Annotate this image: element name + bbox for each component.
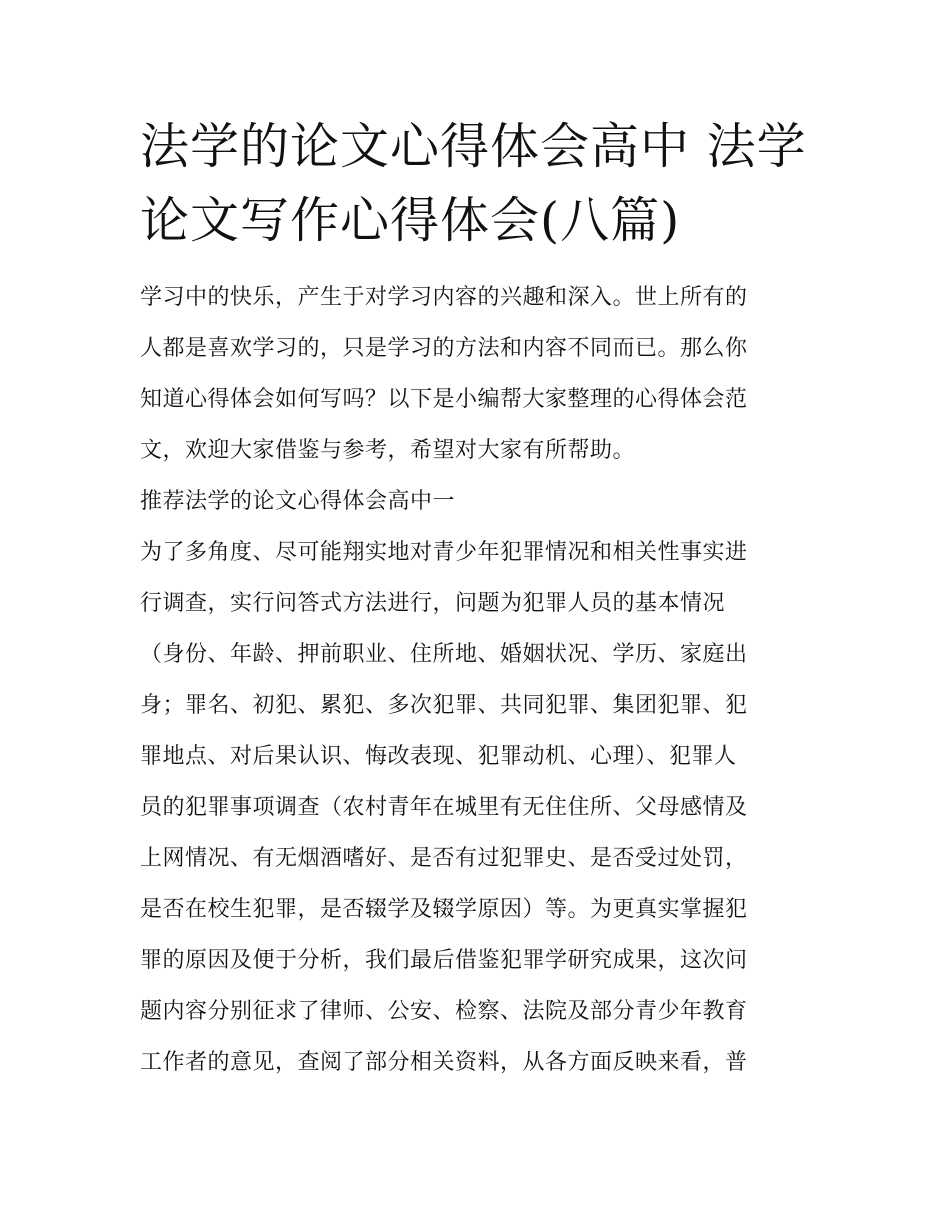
document-page (140, 110, 812, 1088)
body-line: 上网情况、有无烟酒嗜好、是否有过犯罪史、是否受过处罚， (140, 846, 748, 871)
section-heading: 推荐法学的论文心得体会高中一 (140, 489, 456, 514)
title-line-2: 论文写作心得体会(八篇) (140, 192, 681, 249)
body-line: 罪地点、对后果认识、悔改表现、犯罪动机、心理）、犯罪人 (140, 744, 737, 769)
body-line: 行调查，实行问答式方法进行，问题为犯罪人员的基本情况 (140, 591, 726, 616)
document-title (140, 110, 812, 258)
body-line: 题内容分别征求了律师、公安、检察、法院及部分青少年教育 (140, 999, 748, 1024)
body-line: 是否在校生犯罪，是否辍学及辍学原因）等。为更真实掌握犯 (140, 897, 748, 922)
body-line: 文，欢迎大家借鉴与参考，希望对大家有所帮助。 (140, 438, 636, 463)
body-line: （身份、年龄、押前职业、住所地、婚姻状况、学历、家庭出 (140, 642, 748, 667)
body-line: 身；罪名、初犯、累犯、多次犯罪、共同犯罪、集团犯罪、犯 (140, 693, 748, 718)
body-line: 工作者的意见，查阅了部分相关资料，从各方面反映来看，普 (140, 1050, 748, 1075)
document-body (140, 272, 812, 1088)
body-line: 人都是喜欢学习的，只是学习的方法和内容不同而已。那么你 (140, 336, 748, 361)
body-line: 知道心得体会如何写吗？以下是小编帮大家整理的心得体会范 (140, 387, 748, 412)
body-line: 学习中的快乐，产生于对学习内容的兴趣和深入。世上所有的 (140, 285, 748, 310)
title-line-1: 法学的论文心得体会高中 法学 (140, 118, 807, 175)
body-line: 员的犯罪事项调查（农村青年在城里有无住住所、父母感情及 (140, 795, 748, 820)
body-line: 为了多角度、尽可能翔实地对青少年犯罪情况和相关性事实进 (140, 540, 748, 565)
body-line: 罪的原因及便于分析，我们最后借鉴犯罪学研究成果，这次问 (140, 948, 748, 973)
